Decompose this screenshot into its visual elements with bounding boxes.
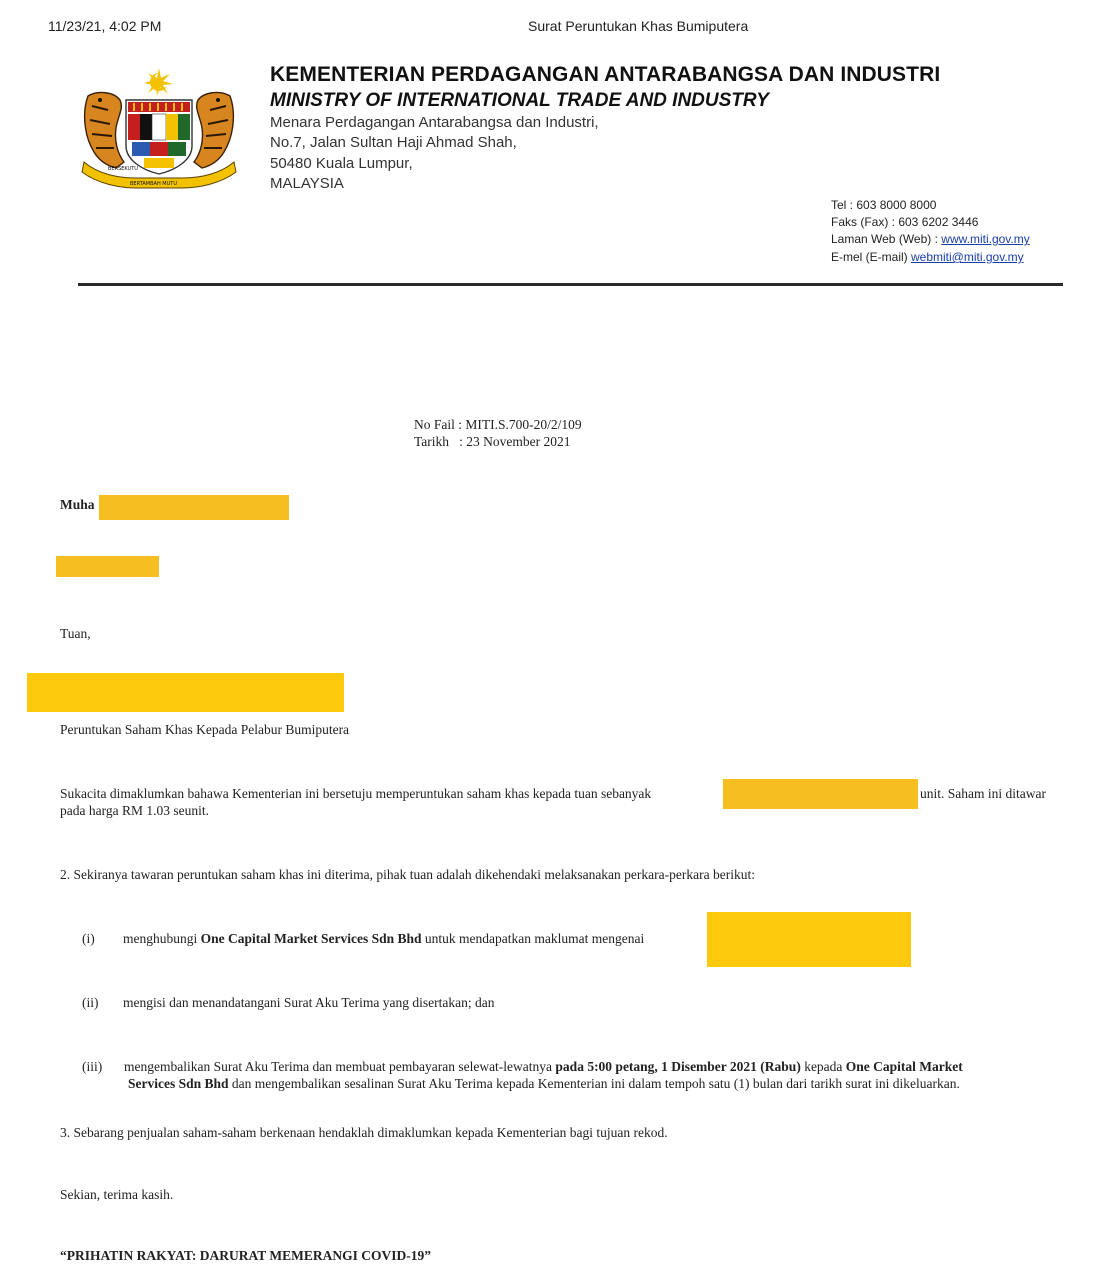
redaction-block xyxy=(723,779,918,809)
company-name: One Capital Market xyxy=(845,1059,963,1074)
address-line: 50480 Kuala Lumpur, xyxy=(270,155,413,172)
paragraph-1-text: pada harga RM 1.03 seunit. xyxy=(60,803,209,818)
list-item xyxy=(123,931,644,947)
email-link[interactable]: webmiti@miti.gov.my xyxy=(911,250,1024,264)
email-label: E-mel (E-mail) xyxy=(831,250,911,264)
list-item-number: (iii) xyxy=(82,1059,103,1074)
recipient-name: Muha xyxy=(60,497,95,512)
website-label: Laman Web (Web) : xyxy=(831,232,942,246)
coat-of-arms-icon xyxy=(78,66,240,192)
address-line: MALAYSIA xyxy=(270,175,344,192)
redaction-block xyxy=(56,556,159,577)
list-item xyxy=(128,1076,960,1092)
deadline: pada 5:00 petang, 1 Disember 2021 (Rabu) xyxy=(555,1059,801,1074)
list-item-text: dan mengembalikan sesalinan Surat Aku Terima kepada Kementerian ini dalam tempoh satu (1) bulan dari tarikh surat ini dikeluarkan. xyxy=(228,1076,960,1091)
ministry-name-english: MINISTRY OF INTERNATIONAL TRADE AND INDUSTRY xyxy=(270,90,769,111)
redaction-block xyxy=(707,912,911,967)
paragraph-3-text: 3. Sebarang penjualan saham-saham berkenaan hendaklah dimaklumkan kepada Kementerian bagi tujuan rekod. xyxy=(60,1125,668,1140)
list-item-text: mengisi dan menandatangani Surat Aku Terima yang disertakan; dan xyxy=(123,995,495,1010)
print-datetime: 11/23/21, 4:02 PM xyxy=(48,18,162,34)
address-line: No.7, Jalan Sultan Haji Ahmad Shah, xyxy=(270,134,517,151)
company-name: Services Sdn Bhd xyxy=(128,1076,229,1091)
ministry-name-malay: KEMENTERIAN PERDAGANGAN ANTARABANGSA DAN INDUSTRI xyxy=(270,63,941,86)
website-link[interactable]: www.miti.gov.my xyxy=(941,232,1030,246)
slogan: “PRIHATIN RAKYAT: DARURAT MEMERANGI COVID-19” xyxy=(60,1248,432,1263)
list-item-text: mengembalikan Surat Aku Terima dan membuat pembayaran selewat-lewatnya xyxy=(124,1059,556,1074)
address-line: Menara Perdagangan Antarabangsa dan Industri, xyxy=(270,114,599,131)
list-item xyxy=(124,1059,1064,1075)
paragraph-1-text: unit. Saham ini ditawar xyxy=(920,786,1046,801)
paragraph-2-text: 2. Sekiranya tawaran peruntukan saham khas ini diterima, pihak tuan adalah dikehendaki melaksanakan perkara-perkara berikut: xyxy=(60,867,755,882)
print-page-title: Surat Peruntukan Khas Bumiputera xyxy=(528,18,749,34)
fax: Faks (Fax) : 603 6202 3446 xyxy=(831,215,979,229)
closing: Sekian, terima kasih. xyxy=(60,1187,174,1202)
file-number: No Fail : MITI.S.700-20/2/109 xyxy=(414,417,582,432)
letter-subject: Peruntukan Saham Khas Kepada Pelabur Bumiputera xyxy=(60,722,350,737)
email xyxy=(831,250,1024,264)
redaction-block xyxy=(27,673,344,712)
svg-text:BERTAMBAH MUTU: BERTAMBAH MUTU xyxy=(130,181,177,187)
list-item-text: kepada xyxy=(800,1059,846,1074)
list-item-text: menghubungi xyxy=(123,931,201,946)
svg-text:BERSEKUTU: BERSEKUTU xyxy=(108,166,138,172)
header-divider xyxy=(78,283,1063,286)
telephone: Tel : 603 8000 8000 xyxy=(831,198,937,212)
salutation: Tuan, xyxy=(60,626,91,641)
paragraph-1-text: Sukacita dimaklumkan bahawa Kementerian ini bersetuju memperuntukan saham khas kepada tuan sebanyak xyxy=(60,786,652,801)
website xyxy=(831,232,1030,246)
list-item-text: untuk mendapatkan maklumat mengenai xyxy=(421,931,645,946)
letter-date: Tarikh : 23 November 2021 xyxy=(414,434,571,449)
list-item-number: (ii) xyxy=(82,995,99,1010)
list-item-number: (i) xyxy=(82,931,95,946)
redaction-block xyxy=(99,495,289,520)
company-name: One Capital Market Services Sdn Bhd xyxy=(200,931,422,946)
